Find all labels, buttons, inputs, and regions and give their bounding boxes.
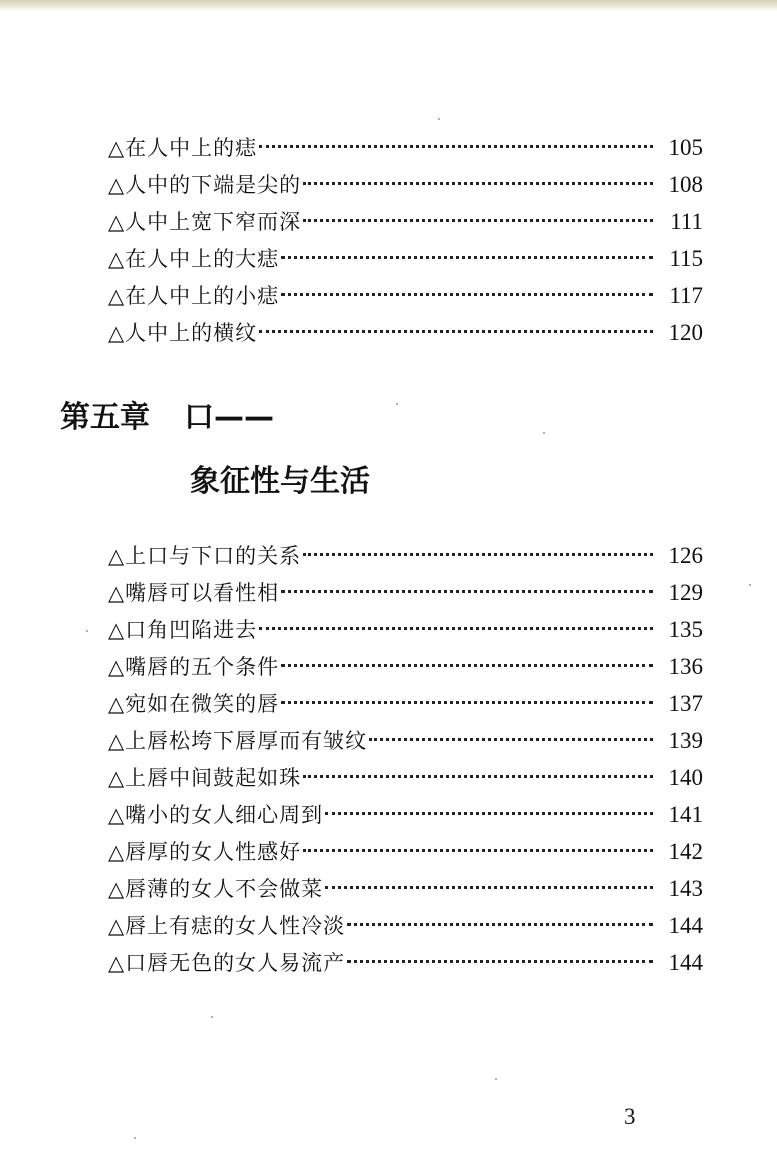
toc-entry-title: △在人中上的小痣 — [108, 284, 280, 308]
chapter-heading — [60, 398, 274, 438]
toc-entry[interactable] — [108, 870, 703, 907]
toc-entry-page: 136 — [668, 654, 703, 679]
toc-entry-title: △宛如在微笑的唇 — [108, 692, 280, 716]
page-number: 3 — [624, 1104, 636, 1129]
toc-entry-title: △唇薄的女人不会做菜 — [108, 877, 324, 901]
toc-entry[interactable] — [108, 166, 703, 203]
toc-entry[interactable] — [108, 203, 703, 240]
toc-entry-page: 143 — [668, 876, 703, 901]
toc-entry-page: 115 — [669, 246, 703, 271]
page-top-border — [0, 0, 777, 11]
dot-leader — [369, 738, 653, 741]
dot-leader — [347, 923, 653, 926]
toc-entry[interactable] — [108, 574, 703, 611]
toc-entry[interactable] — [108, 240, 703, 277]
toc-entry[interactable] — [108, 611, 703, 648]
toc-entry-page: 139 — [668, 728, 703, 753]
dot-leader — [281, 293, 653, 296]
toc-entry-page: 137 — [668, 691, 703, 716]
scan-speck — [749, 584, 751, 586]
toc-entry-page: 120 — [668, 320, 703, 345]
dot-leader — [281, 664, 653, 667]
toc-entry-title: △人中的下端是尖的 — [108, 173, 302, 197]
toc-entry-title: △人中上的横纹 — [108, 321, 258, 345]
toc-entry-page: 140 — [668, 765, 703, 790]
scan-speck — [438, 118, 440, 120]
toc-entry[interactable] — [108, 833, 703, 870]
dot-leader — [281, 701, 653, 704]
toc-entry[interactable] — [108, 944, 703, 981]
dot-leader — [303, 775, 653, 778]
scan-speck — [211, 1016, 213, 1018]
dot-leader — [303, 219, 653, 222]
toc-entry[interactable] — [108, 314, 703, 351]
dot-leader — [325, 812, 653, 815]
dot-leader — [259, 330, 653, 333]
toc-entry-page: 111 — [670, 209, 703, 234]
toc-entry[interactable] — [108, 277, 703, 314]
toc-entry-title: △上唇中间鼓起如珠 — [108, 766, 302, 790]
toc-entry-title: △嘴唇的五个条件 — [108, 655, 280, 679]
toc-entry-title: △上唇松垮下唇厚而有皱纹 — [108, 729, 368, 753]
toc-entry-title: △人中上宽下窄而深 — [108, 210, 302, 234]
chapter-label: 第五章 — [60, 400, 150, 435]
toc-list-section-b — [108, 537, 703, 981]
toc-entry-title: △在人中上的痣 — [108, 136, 258, 160]
scan-speck — [86, 630, 88, 632]
toc-entry-page: 142 — [668, 839, 703, 864]
toc-entry-page: 129 — [668, 580, 703, 605]
toc-entry-page: 117 — [669, 283, 703, 308]
toc-entry-title: △口角凹陷进去 — [108, 618, 258, 642]
dot-leader — [281, 256, 653, 259]
toc-entry-title: △在人中上的大痣 — [108, 247, 280, 271]
scan-speck — [134, 1137, 136, 1139]
scan-speck — [396, 403, 398, 405]
toc-entry-page: 126 — [668, 543, 703, 568]
toc-entry[interactable] — [108, 907, 703, 944]
dot-leader — [259, 627, 653, 630]
toc-entry-page: 141 — [668, 802, 703, 827]
chapter-subtitle: 象征性与生活 — [190, 464, 370, 499]
dot-leader — [347, 960, 653, 963]
dot-leader — [259, 145, 653, 148]
toc-entry[interactable] — [108, 796, 703, 833]
toc-entry[interactable] — [108, 722, 703, 759]
toc-entry[interactable] — [108, 129, 703, 166]
toc-entry-page: 144 — [668, 913, 703, 938]
chapter-title: 口—— — [184, 400, 274, 435]
toc-entry[interactable] — [108, 685, 703, 722]
dot-leader — [281, 590, 653, 593]
dot-leader — [303, 849, 653, 852]
scan-speck — [495, 1078, 497, 1080]
toc-entry[interactable] — [108, 537, 703, 574]
toc-entry-title: △唇厚的女人性感好 — [108, 840, 302, 864]
toc-entry-title: △唇上有痣的女人性冷淡 — [108, 914, 346, 938]
toc-entry-title: △嘴小的女人细心周到 — [108, 803, 324, 827]
scan-speck — [543, 432, 545, 434]
dot-leader — [303, 553, 653, 556]
toc-entry[interactable] — [108, 759, 703, 796]
toc-entry[interactable] — [108, 648, 703, 685]
dot-leader — [303, 182, 653, 185]
toc-entry-title: △嘴唇可以看性相 — [108, 581, 280, 605]
toc-entry-title: △上口与下口的关系 — [108, 544, 302, 568]
dot-leader — [325, 886, 653, 889]
toc-entry-page: 108 — [668, 172, 703, 197]
toc-entry-page: 135 — [668, 617, 703, 642]
toc-entry-title: △口唇无色的女人易流产 — [108, 951, 346, 975]
toc-entry-page: 144 — [668, 950, 703, 975]
toc-entry-page: 105 — [668, 135, 703, 160]
toc-list-section-a — [108, 129, 703, 351]
